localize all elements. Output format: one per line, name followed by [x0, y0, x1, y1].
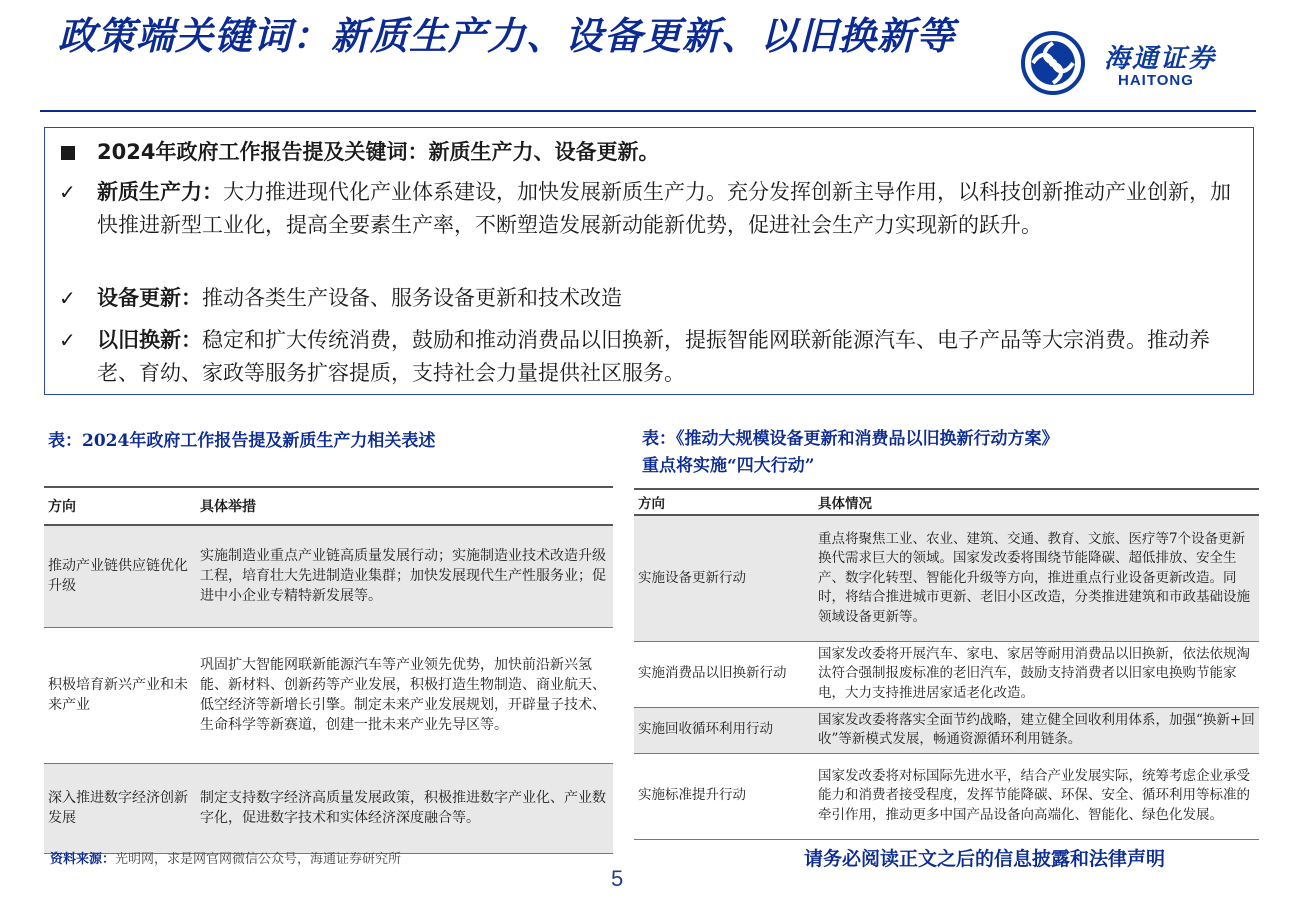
logo-chinese-name: 海通证券 — [1104, 44, 1217, 74]
haitong-logo — [1020, 36, 1250, 96]
row-measures: 巩固扩大智能网联新能源汽车等产业领先优势，加快前沿新兴氢能、新材料、创新药等产业发展，积极打造生物制造、商业航天、低空经济等新增长引擎。制定未来产业发展规划，开辟量子技术、生命科学等新赛道，创建一批未来产业先导区等。 — [196, 627, 613, 763]
column-header: 具体情况 — [814, 489, 1259, 515]
summary-item-label: 设备更新： — [97, 286, 202, 310]
summary-item-label: 以旧换新： — [97, 328, 202, 352]
row-direction: 实施设备更新行动 — [634, 515, 814, 641]
column-header: 方向 — [44, 487, 196, 525]
row-direction: 深入推进数字经济创新发展 — [44, 763, 196, 853]
row-details: 国家发改委将落实全面节约战略，建立健全回收利用体系，加强“换新+回收”等新模式发展，畅通资源循环利用链条。 — [814, 707, 1259, 753]
right-table-caption — [642, 426, 1059, 480]
right-table-caption-line1: 表：《推动大规模设备更新和消费品以旧换新行动方案》 — [642, 429, 1059, 449]
summary-box — [44, 127, 1254, 395]
haitong-emblem-icon — [1020, 30, 1086, 96]
left-table-caption: 表：2024年政府工作报告提及新质生产力相关表述 — [48, 431, 436, 451]
row-direction: 实施消费品以旧换新行动 — [634, 641, 814, 707]
summary-item-label: 新质生产力： — [97, 180, 223, 204]
row-direction: 实施标准提升行动 — [634, 753, 814, 839]
source-text: 光明网，求是网官网微信公众号，海通证券研究所 — [115, 852, 402, 867]
page-number: 5 — [611, 866, 624, 891]
row-measures: 实施制造业重点产业链高质量发展行动；实施制造业技术改造升级工程，培育壮大先进制造业集群；加快发展现代生产性服务业；促进中小企业专精特新发展等。 — [196, 525, 613, 627]
row-direction: 积极培育新兴产业和未来产业 — [44, 627, 196, 763]
column-header: 方向 — [634, 489, 814, 515]
table-row — [634, 753, 1259, 839]
table-row — [634, 515, 1259, 641]
row-details: 国家发改委将对标国际先进水平，结合产业发展实际，统筹考虑企业承受能力和消费者接受程度，发挥节能降碳、环保、安全、循环利用等标准的牵引作用，推动更多中国产品设备向高端化、智能化、绿色化发展。 — [814, 753, 1259, 839]
row-measures: 制定支持数字经济高质量发展政策，积极推进数字产业化、产业数字化，促进数字技术和实体经济深度融合等。 — [196, 763, 613, 853]
source-label: 资料来源： — [50, 852, 116, 867]
summary-item-text: 稳定和扩大传统消费，鼓励和推动消费品以旧换新，提振智能网联新能源汽车、电子产品等大宗消费。推动养老、育幼、家政等服务扩容提质，支持社会力量提供社区服务。 — [97, 328, 1210, 385]
summary-item — [59, 282, 1239, 315]
summary-item — [59, 324, 1239, 390]
check-bullet-icon: ✓ — [59, 180, 76, 204]
row-direction: 推动产业链供应链优化升级 — [44, 525, 196, 627]
table-row — [44, 763, 613, 853]
table-row — [44, 627, 613, 763]
square-bullet-icon — [59, 136, 89, 170]
table-row — [44, 525, 613, 627]
right-table — [634, 488, 1259, 840]
summary-item — [59, 176, 1239, 242]
left-table — [44, 486, 613, 854]
summary-item-text: 推动各类生产设备、服务设备更新和技术改造 — [202, 286, 622, 310]
table-row — [634, 707, 1259, 753]
source-note — [50, 848, 401, 867]
header-divider — [40, 110, 1256, 112]
legal-disclaimer: 请务必阅读正文之后的信息披露和法律声明 — [804, 848, 1166, 870]
summary-headline-row — [59, 136, 1239, 169]
row-details: 重点将聚焦工业、农业、建筑、交通、教育、文旅、医疗等7个设备更新换代需求巨大的领域。国家发改委将围绕节能降碳、超低排放、安全生产、数字化转型、智能化升级等方向，推进重点行业设备更新改造。同时，将结合推进城市更新、老旧小区改造，分类推进建筑和市政基础设施领域设备更新等。 — [814, 515, 1259, 641]
right-table-caption-line2: 重点将实施“四大行动” — [642, 456, 815, 476]
check-bullet-icon: ✓ — [59, 286, 76, 310]
check-bullet-icon: ✓ — [59, 328, 76, 352]
table-row — [634, 641, 1259, 707]
logo-english-name: HAITONG — [1118, 72, 1194, 89]
summary-headline: 2024年政府工作报告提及关键词：新质生产力、设备更新。 — [97, 140, 660, 164]
column-header: 具体举措 — [196, 487, 613, 525]
page-title: 政策端关键词：新质生产力、设备更新、以旧换新等 — [58, 13, 956, 58]
row-direction: 实施回收循环利用行动 — [634, 707, 814, 753]
summary-item-text: 大力推进现代化产业体系建设，加快发展新质生产力。充分发挥创新主导作用，以科技创新推动产业创新，加快推进新型工业化，提高全要素生产率，不断塑造发展新动能新优势，促进社会生产力实现新的跃升。 — [97, 180, 1231, 237]
row-details: 国家发改委将开展汽车、家电、家居等耐用消费品以旧换新，依法依规淘汰符合强制报废标准的老旧汽车，鼓励支持消费者以旧家电换购节能家电，大力支持推进居家适老化改造。 — [814, 641, 1259, 707]
